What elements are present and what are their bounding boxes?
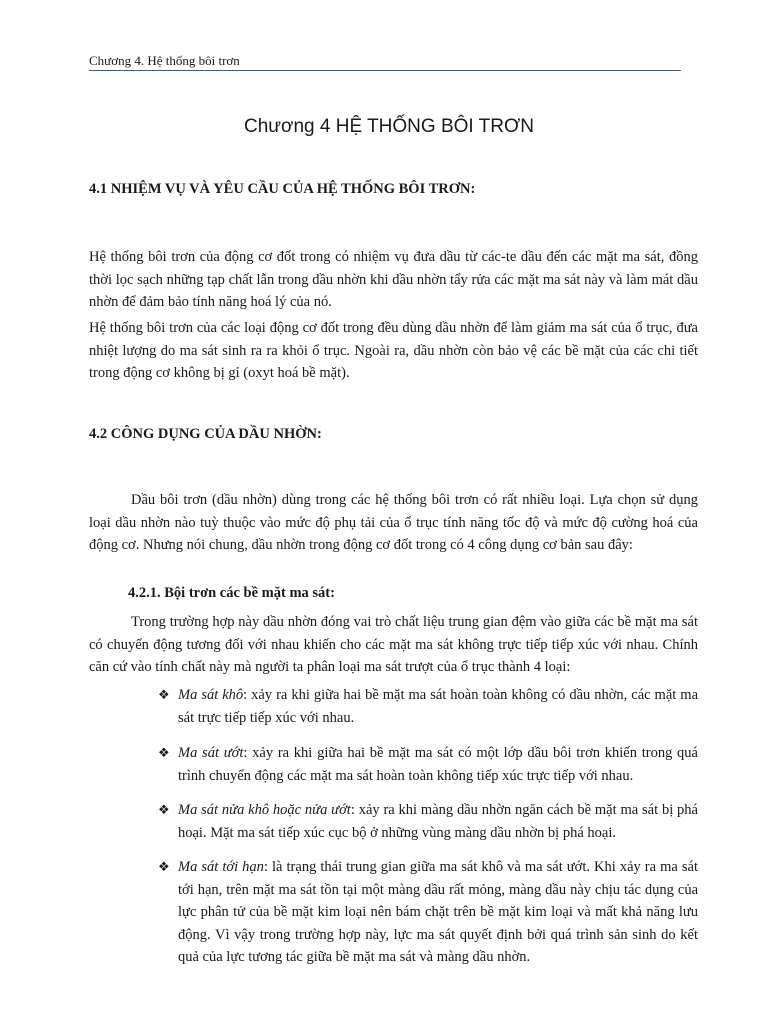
section-4-1-heading: 4.1 NHIỆM VỤ VÀ YÊU CẦU CỦA HỆ THỐNG BÔI TRƠN: — [89, 181, 476, 197]
diamond-bullet-icon: ❖ — [158, 802, 170, 817]
list-item-boundary-friction — [158, 856, 698, 969]
diamond-bullet-icon: ❖ — [158, 745, 170, 760]
section-4-2-1-paragraph-1: Trong trường hợp này dầu nhờn đóng vai trò chất liệu trung gian đệm vào giữa các bề mặt ma sát có chuyển động tương đối với nhau khiến cho các mặt ma sát không trực tiếp tiếp xúc với nhau. Chính căn cứ vào tính chất này mà người ta phân loại ma sát trượt của ổ trục thành 4 loại: — [89, 614, 698, 675]
section-4-1-paragraph-1: Hệ thống bôi trơn của động cơ đốt trong có nhiệm vụ đưa dầu từ các-te dầu đến các mặt ma sát, đồng thời lọc sạch những tạp chất lẫn trong dầu nhờn khi dầu nhờn tẩy rửa các mặt ma sát này và làm mát dầu nhờn để đảm bảo tính năng hoá lý của nó. — [89, 249, 698, 310]
running-header: Chương 4. Hệ thống bôi trơn — [89, 53, 681, 71]
definition-semi-friction: : xảy ra khi màng dầu nhờn ngăn cách bề mặt ma sát bị phá hoại. Mặt ma sát tiếp xúc cục bộ ở những vùng màng dầu nhờn bị phá hoại. — [178, 802, 698, 841]
definition-dry-friction: : xảy ra khi giữa hai bề mặt ma sát hoàn toàn không có dầu nhờn, các mặt ma sát trực tiếp tiếp xúc với nhau. — [178, 687, 698, 726]
section-4-2-paragraph-1: Dầu bôi trơn (dầu nhờn) dùng trong các hệ thống bôi trơn có rất nhiều loại. Lựa chọn sử dụng loại dầu nhờn nào tuỳ thuộc vào mức độ phụ tải của ổ trục tính năng tốc độ và mức độ cường hoá của động cơ. Nhưng nói chung, dầu nhờn trong động cơ đốt trong có 4 công dụng cơ bản sau đây: — [89, 492, 698, 553]
term-semi-friction: Ma sát nửa khô hoặc nửa ướt — [178, 802, 351, 818]
diamond-bullet-icon: ❖ — [158, 859, 170, 874]
section-4-2-heading: 4.2 CÔNG DỤNG CỦA DẦU NHỜN: — [89, 426, 322, 442]
diamond-bullet-icon: ❖ — [158, 687, 170, 702]
section-4-1-paragraph-2: Hệ thống bôi trơn của các loại động cơ đốt trong đều dùng dầu nhờn để làm giảm ma sát của ổ trục, đưa nhiệt lượng do ma sát sinh ra ra khỏi ổ trục. Ngoài ra, dầu nhờn còn bảo vệ các bề mặt của các chi tiết trong động cơ không bị gỉ (oxyt hoá bề mặt). — [89, 320, 698, 381]
term-boundary-friction: Ma sát tới hạn — [178, 859, 264, 875]
list-item-semi-friction — [158, 799, 698, 844]
term-wet-friction: Ma sát ướt — [178, 745, 244, 761]
section-4-2-1-heading: 4.2.1. Bội trơn các bề mặt ma sát: — [128, 585, 335, 601]
term-dry-friction: Ma sát khô — [178, 687, 244, 703]
definition-wet-friction: : xảy ra khi giữa hai bề mặt ma sát có một lớp dầu bôi trơn khiến trong quá trình chuyển động các mặt ma sát hoàn toàn không tiếp xúc trực tiếp với nhau. — [178, 745, 698, 784]
chapter-title: Chương 4 HỆ THỐNG BÔI TRƠN — [244, 116, 534, 137]
list-item-wet-friction — [158, 742, 698, 787]
definition-boundary-friction: : là trạng thái trung gian giữa ma sát khô và ma sát ướt. Khi xảy ra ma sát tới hạn, trên mặt ma sát tồn tại một màng dầu rất mỏng, màng dầu này chịu tác dụng của lực phân tử của bề mặt kim loại nên bám chặt trên bề mặt kim loại và mất khả năng lưu động. Vì vậy trong trường hợp này, lực ma sát quyết định bởi quá trình sản sinh do kết quả của lực tương tác giữa bề mặt ma sát và màng dầu nhờn. — [178, 859, 698, 965]
list-item-dry-friction — [158, 684, 698, 729]
friction-types-list — [158, 684, 698, 969]
